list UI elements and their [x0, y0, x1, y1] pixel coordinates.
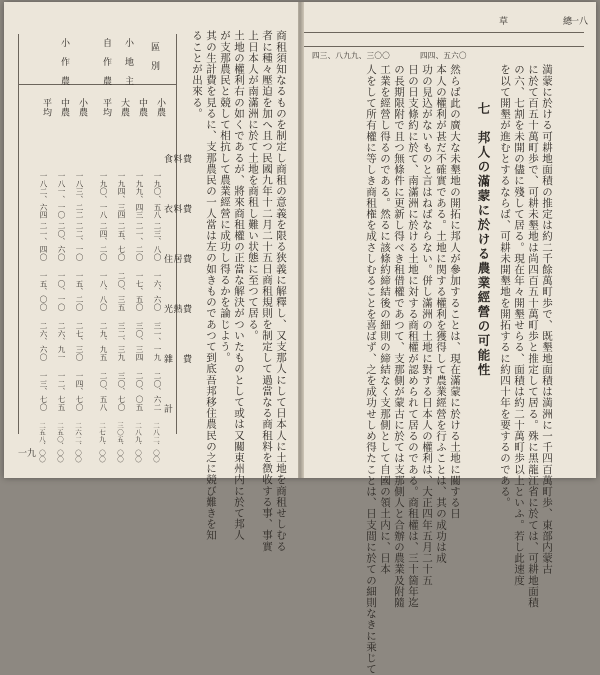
table-cell: 二〇、五八 [99, 372, 108, 411]
right-page [302, 2, 596, 675]
table-cell: 四四、五六〇 [420, 51, 467, 60]
table-cell: 一四、七〇 [75, 372, 84, 411]
table-cell: 三一、一九 [153, 322, 162, 361]
table-cell: 一七、五〇 [135, 272, 144, 311]
text-column: ることが出來る。 [191, 30, 203, 119]
table-cell: 一八三、二二 [75, 172, 84, 219]
column-header: 食料費 [164, 155, 193, 165]
page-number: 一八 [570, 17, 589, 27]
table-cell: 三二、三九 [117, 322, 126, 361]
sub-row-label: 小農 [77, 98, 87, 117]
table-cell: 一六、六〇 [153, 272, 162, 311]
text-column: を以て開墾が進むとするならば、可耕未開墾地を開拓するに約四十年を要するのである。 [499, 64, 511, 508]
table-cell: 二八九、〇〇 [134, 422, 142, 463]
table-cell: 三〇、三四 [135, 322, 144, 361]
table-cell: 二五〇、〇〇 [56, 422, 64, 463]
table-cell: 二九、九五 [99, 322, 108, 361]
table-cell: 二一、二〇 [135, 222, 144, 261]
table-cell: 二五、七〇 [117, 222, 126, 261]
text-column: 上日本人が南滿洲に於て土地を商租し難い状態に至つて居る。 [247, 30, 259, 341]
row-header: 自 作 農 [101, 38, 111, 86]
sub-row-label: 中農 [137, 98, 147, 117]
table-cell: 一三、七〇 [39, 372, 48, 411]
text-column: 人をして所有權に等しき商租権を成さしむることを喜ばず、之を成功せしめ得たことは、日支間に於ての細則なきに乘じて [365, 64, 377, 675]
sub-row-label: 平均 [101, 98, 111, 117]
table-cell: 二二、一〇 [75, 222, 84, 261]
column-header: 雜 費 [164, 355, 193, 365]
table-cell: 二〇、〇五 [135, 372, 144, 411]
table-cell: 一九〇、五八 [153, 172, 162, 219]
column-header: 光熱費 [164, 305, 193, 315]
table-rule [18, 34, 19, 434]
row-header: 小 作 農 [59, 38, 69, 86]
table-cell: 二七、三〇 [75, 322, 84, 361]
sub-row-label: 大農 [119, 98, 129, 117]
sub-row-label: 中農 [59, 98, 69, 117]
text-column: 日の日支條約に於て、南滿洲に於ける土地に対する商租權が認められて居るのである。商租權は、三十箇年迄 [407, 64, 419, 608]
table-head-cell: 草 [497, 16, 507, 26]
table-rule [302, 46, 584, 47]
column-header: 計 [164, 405, 174, 415]
table-cell: 二一、四〇 [39, 222, 48, 261]
table-cell: 三〇五、〇〇 [116, 422, 124, 463]
table-cell: 一五、〇〇 [39, 272, 48, 311]
table-cell: 二六、九一 [57, 322, 66, 361]
table-rule [176, 34, 177, 434]
text-column: 満蒙に於ける可耕地面積の推定は約二千餘萬町歩で、既墾地面積は満洲に一千四百萬町歩、東部内蒙古 [541, 64, 553, 575]
page-number: 一九 [18, 449, 37, 459]
text-column: 者に種々壓迫を加へ且つ民國九年十二月二十五日商租規則を制定して過當なる商租料を徴收する事、事實 [261, 30, 273, 552]
text-column: の長期限附で且つ無條件に更新し得べき租借權であつて、支那側が蒙古に於ては支那側人と合辦の農業及附隨 [393, 64, 405, 608]
table-cell: 一九四、三四 [117, 172, 126, 219]
table-cell: 一九九、四三 [135, 172, 144, 219]
table-cell: 四三、八九九、三〇〇 [312, 51, 390, 60]
table-cell: 二〇、三五 [117, 272, 126, 311]
table-cell: 二六、六〇 [39, 322, 48, 361]
table-cell: 二〇、六二 [153, 372, 162, 411]
left-page [4, 2, 298, 552]
table-cell: 一五、二〇 [75, 272, 84, 311]
text-column: 功の見込がないものと言はねばならない。併し滿洲の土地に對する日本人の權利は、大正四年五月二十五 [421, 64, 433, 586]
table-cell: 一〇、一〇 [57, 272, 66, 311]
table-cell: 二五八、〇〇 [38, 422, 46, 463]
text-column: に於て百五十萬町歩で、可耕未墾地は尚四百五十萬町歩と推定して居る。殊に黑龍江省に於ては、可耕地面積 [527, 64, 539, 608]
row-header: 小 地 主 [123, 38, 133, 86]
text-column: の六、七割を未開の儘に殘して居る。現在年々開墾せらる、面積は約二十萬町歩以上といふ。若し此速度 [513, 64, 525, 586]
table-rule [18, 84, 176, 85]
text-column: 其の生計費を見るに、支那農民の一人當は左の如きものであつて到底吾邦移住農民の之に競び難きを知 [205, 30, 217, 541]
table-cell: 一八二、六四 [39, 172, 48, 219]
table-cell: 一二、七五 [57, 372, 66, 411]
text-column: 土地の權利右の如くであるが、將來商租權の正當な解決がついたものとして或は又關東州内に於て邦人 [233, 30, 245, 541]
column-header: 住居費 [164, 255, 193, 265]
text-column: 然らば此の廣大な未墾地の開拓に邦人が參加することは、現在滿蒙に於ける土地に關する日 [449, 64, 461, 520]
table-label: 區 別 [149, 42, 159, 71]
table-rule [302, 32, 584, 33]
sub-row-label: 小農 [155, 98, 165, 117]
table-cell: 二八二、〇〇 [152, 422, 160, 463]
table-cell: 三〇、七〇 [117, 372, 126, 411]
text-column: 工業を經營し得るのである。然るに該條約締結後の細則の締結なく支那側として自國の領土内に、日本 [379, 64, 391, 575]
table-cell: 二三、八〇 [153, 222, 162, 261]
book-spread [4, 2, 596, 675]
text-column: 商租須知なるものを制定し商租の意義を限る狭義に解釋し、又支那人にして日本人に土地を商租せしむる [275, 30, 287, 552]
table-cell: 二六二、〇〇 [74, 422, 82, 463]
text-column: 本人の權利が甚だ不確實である。土地に関する權利を獲得して農業經營を行ふことは、其の成功は成 [435, 64, 447, 564]
table-cell: 二四、二〇 [99, 222, 108, 261]
table-cell: 一八、八〇 [99, 272, 108, 311]
text-column: が支那農民と競して相抗して農業經營に成功し得るかを論じよう。 [219, 30, 231, 363]
table-cell: 二七九、〇〇 [98, 422, 106, 463]
sub-row-label: 平均 [41, 98, 51, 117]
section-heading: 七 邦人の滿蒙に於ける農業經營の可能性 [476, 102, 491, 378]
table-cell: 一八一、一〇 [57, 172, 66, 219]
table-cell: 二〇、六〇 [57, 222, 66, 261]
table-cell: 一九〇、一八 [99, 172, 108, 219]
table-head-cell: 總 [561, 16, 571, 26]
column-header: 衣料費 [164, 205, 193, 215]
